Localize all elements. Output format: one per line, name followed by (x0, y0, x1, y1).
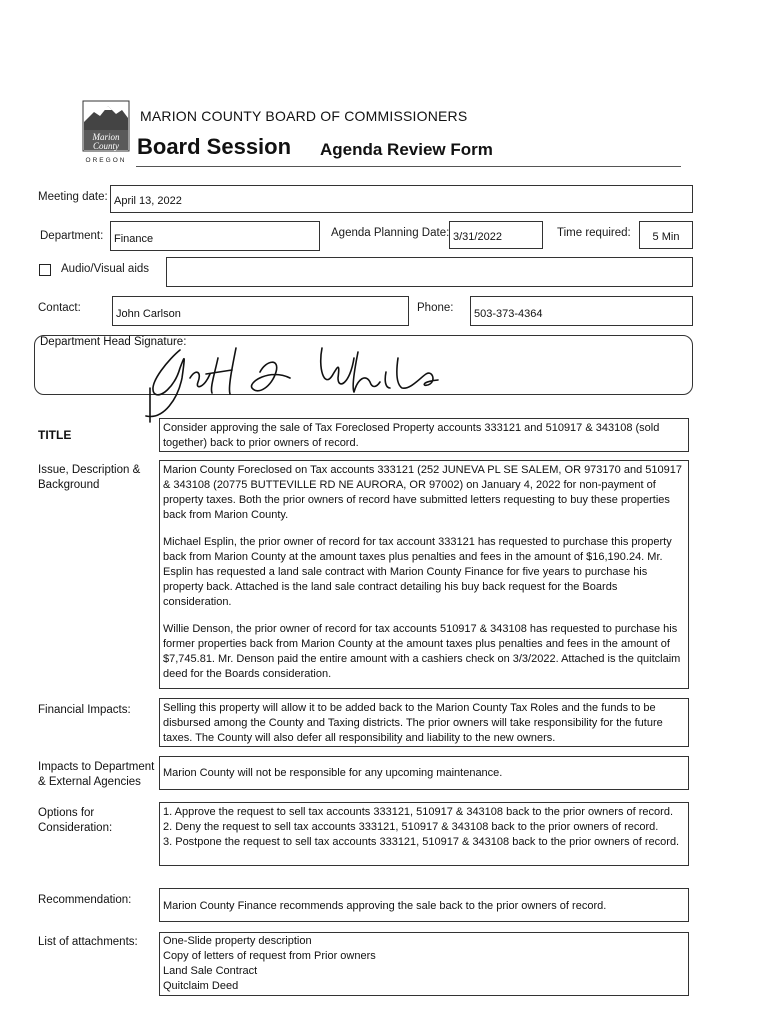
issue-description-box (159, 460, 689, 689)
impacts-label-line-2: & External Agencies (38, 776, 141, 788)
options-label-line-2: Consideration: (38, 822, 113, 834)
marion-county-logo (82, 100, 130, 164)
attachments-box (159, 932, 689, 996)
attachment-item-4: Quitclaim Deed (163, 980, 239, 992)
recommendation-label: Recommendation: (38, 894, 132, 906)
handwritten-signature (140, 338, 460, 423)
option-item-1: 1. Approve the request to sell tax accounts 333121, 510917 & 343108 back to the prior owners of record. (163, 806, 673, 818)
issue-label (38, 463, 140, 493)
form-subtitle: Agenda Review Form (320, 140, 493, 159)
option-item-3: 3. Postpone the request to sell tax accounts 333121, 510917 & 343108 back to the prior owners of record. (163, 836, 680, 848)
attachment-item-2: Copy of letters of request from Prior owners (163, 950, 376, 962)
agenda-date-field[interactable]: 3/31/2022 (449, 221, 543, 249)
impacts-label (38, 760, 154, 790)
options-label (38, 806, 112, 836)
time-required-field[interactable]: 5 Min (639, 221, 693, 249)
form-title: Board Session (137, 134, 292, 159)
issue-paragraph-1: Marion County Foreclosed on Tax accounts 333121 (252 JUNEVA PL SE SALEM, OR 973170 and 510917 & 343108 (20775 BUTTEVILLE RD NE AURORA, OR 97002) on January 4, 2022 for non-payment of property taxes. Both the prior owners of record have submitted letters requesting to buy these properties back from Marion County. (163, 464, 682, 521)
phone-field[interactable]: 503-373-4364 (470, 296, 693, 326)
department-label: Department: (40, 230, 104, 242)
options-box (159, 802, 689, 866)
attachments-label: List of attachments: (38, 936, 138, 948)
department-field[interactable]: Finance (110, 221, 320, 251)
audio-visual-label: Audio/Visual aids (61, 263, 150, 275)
meeting-date-label: Meeting date: (38, 191, 108, 203)
phone-label: Phone: (417, 302, 454, 314)
svg-text:Marion: Marion (92, 132, 120, 142)
title-text: Consider approving the sale of Tax Foreclosed Property accounts 333121 and 510917 & 343108 (sold together) back to prior owners of record. (159, 418, 689, 452)
attachment-item-3: Land Sale Contract (163, 965, 258, 977)
audio-visual-field[interactable] (166, 257, 693, 287)
agenda-date-label: Agenda Planning Date: (331, 227, 450, 239)
financial-text: Selling this property will allow it to be added back to the Marion County Tax Roles and the funds to be disbursed among the County and Taxing districts. The prior owners will take responsibility for the future taxes. The County will also defer all responsibility and liability to the new owners. (159, 698, 689, 747)
meeting-date-field[interactable]: April 13, 2022 (110, 185, 693, 213)
time-required-label: Time required: (557, 227, 631, 239)
issue-label-line-2: Background (38, 479, 100, 491)
recommendation-text: Marion County Finance recommends approving the sale back to the prior owners of record. (159, 888, 689, 922)
organization-name: MARION COUNTY BOARD OF COMMISSIONERS (140, 108, 468, 124)
financial-label: Financial Impacts: (38, 704, 131, 716)
signature-label: Department Head Signature: (40, 336, 187, 348)
contact-field[interactable]: John Carlson (112, 296, 409, 326)
options-label-line-1: Options for (38, 807, 95, 819)
issue-paragraph-2: Michael Esplin, the prior owner of record for tax account 333121 has requested to purchase this property back from Marion County at the amount taxes plus penalties and fees in the amount of $16,190.24. Mr. Esplin has requested a land sale contract with Marion County Finance for five years to purchase his property back. Attached is the land sale contract detailing his buy back request for the Boards consideration. (163, 536, 672, 608)
attachment-item-1: One-Slide property description (163, 935, 312, 947)
svg-text:OREGON: OREGON (85, 157, 127, 164)
svg-text:County: County (93, 141, 119, 151)
option-item-2: 2. Deny the request to sell tax accounts 333121, 510917 & 343108 back to the prior owners of record. (163, 821, 659, 833)
header-divider (136, 166, 681, 167)
title-label: TITLE (38, 428, 72, 442)
contact-label: Contact: (38, 302, 81, 314)
impacts-label-line-1: Impacts to Department (38, 761, 155, 773)
issue-label-line-1: Issue, Description & (38, 464, 141, 476)
issue-paragraph-3: Willie Denson, the prior owner of record for tax accounts 510917 & 343108 has requested to purchase his former properties back from Marion County at the amount taxes plus penalties and fees in the amount of $7,745.81. Mr. Denson paid the entire amount with a cashiers check on 3/3/2022. Attached is the quitclaim deed for the Boards consideration. (163, 623, 681, 680)
impacts-text: Marion County will not be responsible for any upcoming maintenance. (159, 756, 689, 790)
audio-visual-checkbox[interactable] (39, 264, 51, 276)
